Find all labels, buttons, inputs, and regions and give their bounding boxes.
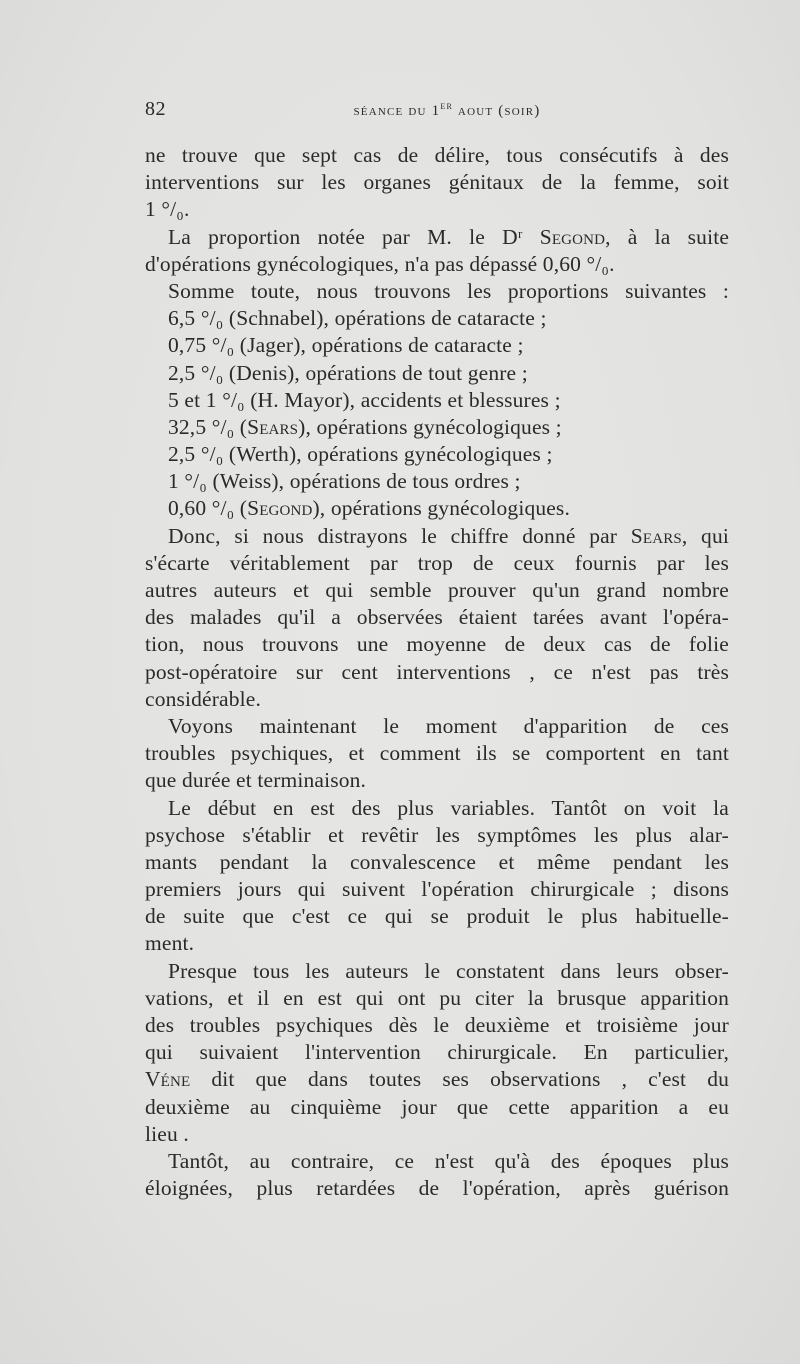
text-line: post-opératoire sur cent interventions , ce n'est pas très — [145, 659, 729, 684]
body-text — [145, 142, 729, 1202]
paragraph — [145, 523, 729, 713]
proportion-item: 2,5 °/₀ (Denis), opérations de tout genre ; — [168, 360, 528, 385]
text-line: éloignées, plus retardées de l'opération, après guérison — [145, 1176, 729, 1201]
paragraph — [145, 958, 729, 1148]
text-line: des troubles psychiques dès le deuxième et troisième jour — [145, 1013, 729, 1037]
running-title — [145, 100, 729, 120]
proportion-item: 0,75 °/₀ (Jager), opérations de cataracte ; — [168, 333, 524, 358]
text-line: de suite que c'est ce qui se produit le plus habituelle- — [145, 904, 729, 929]
text-line: Le début en est des plus variables. Tantôt on voit la — [168, 795, 729, 820]
text-line: interventions sur les organes génitaux de la femme, soit — [145, 170, 729, 195]
paragraph — [145, 278, 729, 305]
text-line: tion, nous trouvons une moyenne de deux cas de folie — [145, 632, 729, 657]
proportion-item: 6,5 °/₀ (Schnabel), opérations de cataracte ; — [168, 306, 547, 331]
text-line: Voyons maintenant le moment d'apparition de ces — [168, 713, 729, 738]
author-name: Segond — [539, 224, 606, 249]
text-line: Véne dit que dans toutes ses observations , c'est du — [145, 1067, 729, 1092]
text-line: que durée et terminaison. — [145, 768, 367, 793]
proportions-list — [145, 305, 729, 523]
text-line: Donc, si nous distrayons le chiffre donné par Sears, qui — [168, 523, 729, 548]
running-title-post: aout (soir) — [452, 103, 541, 119]
page-header — [145, 98, 729, 128]
text-line: premiers jours qui suivent l'opération chirurgicale ; disons — [145, 877, 729, 902]
text-line: Somme toute, nous trouvons les proportions suivantes : — [168, 278, 729, 303]
text-line: mants pendant la convalescence et même pendant les — [145, 849, 729, 874]
text-line: lieu . — [145, 1121, 189, 1146]
author-name: Sears — [630, 523, 682, 548]
text-line: deuxième au cinquième jour que cette apparition a eu — [145, 1094, 729, 1119]
running-title-sup: er — [440, 100, 453, 112]
author-name: Segond — [247, 496, 313, 521]
paragraph — [145, 795, 729, 958]
author-name: Sears — [247, 414, 299, 439]
text-line: qui suivaient l'intervention chirurgicale. En particulier, — [145, 1040, 729, 1065]
text-line: ment. — [145, 931, 195, 956]
paragraph — [145, 713, 729, 795]
proportion-item: 5 et 1 °/₀ (H. Mayor), accidents et blessures ; — [168, 387, 561, 412]
text-line: des malades qu'il a observées étaient tarées avant l'opéra- — [145, 605, 729, 630]
page-number: 82 — [145, 98, 166, 120]
paragraph — [145, 224, 729, 278]
text-line: s'écarte véritablement par trop de ceux fournis par les — [145, 550, 729, 575]
text-line: Tantôt, au contraire, ce n'est qu'à des époques plus — [168, 1148, 729, 1173]
running-title-pre: séance du 1 — [353, 103, 441, 119]
paragraph — [145, 1148, 729, 1202]
text-line: psychose s'établir et revêtir les symptômes les plus alar- — [145, 822, 729, 847]
proportion-item: 1 °/₀ (Weiss), opérations de tous ordres ; — [168, 469, 521, 494]
text-line: troubles psychiques, et comment ils se comportent en tant — [145, 741, 729, 766]
proportion-item: 2,5 °/₀ (Werth), opérations gynécologiques ; — [168, 442, 553, 467]
author-name: Véne — [145, 1067, 191, 1092]
text-line: vations, et il en est qui ont pu citer la brusque apparition — [145, 985, 729, 1010]
text-line: La proportion notée par M. le Dʳ Segond, à la suite — [168, 224, 730, 249]
proportion-item: 32,5 °/₀ (Sears), opérations gynécologiques ; — [168, 414, 562, 439]
text-line: autres auteurs et qui semble prouver qu'un grand nombre — [145, 578, 729, 602]
text-line: considérable. — [145, 686, 261, 711]
text-line: d'opérations gynécologiques, n'a pas dépassé 0,60 °/₀. — [145, 251, 615, 276]
text-line: Presque tous les auteurs le constatent dans leurs obser- — [168, 958, 729, 983]
proportion-item: 0,60 °/₀ (Segond), opérations gynécologiques. — [168, 496, 570, 521]
text-line: ne trouve que sept cas de délire, tous consécutifs à des — [145, 143, 729, 167]
paragraph — [145, 142, 729, 224]
text-line: 1 °/₀. — [145, 197, 190, 222]
